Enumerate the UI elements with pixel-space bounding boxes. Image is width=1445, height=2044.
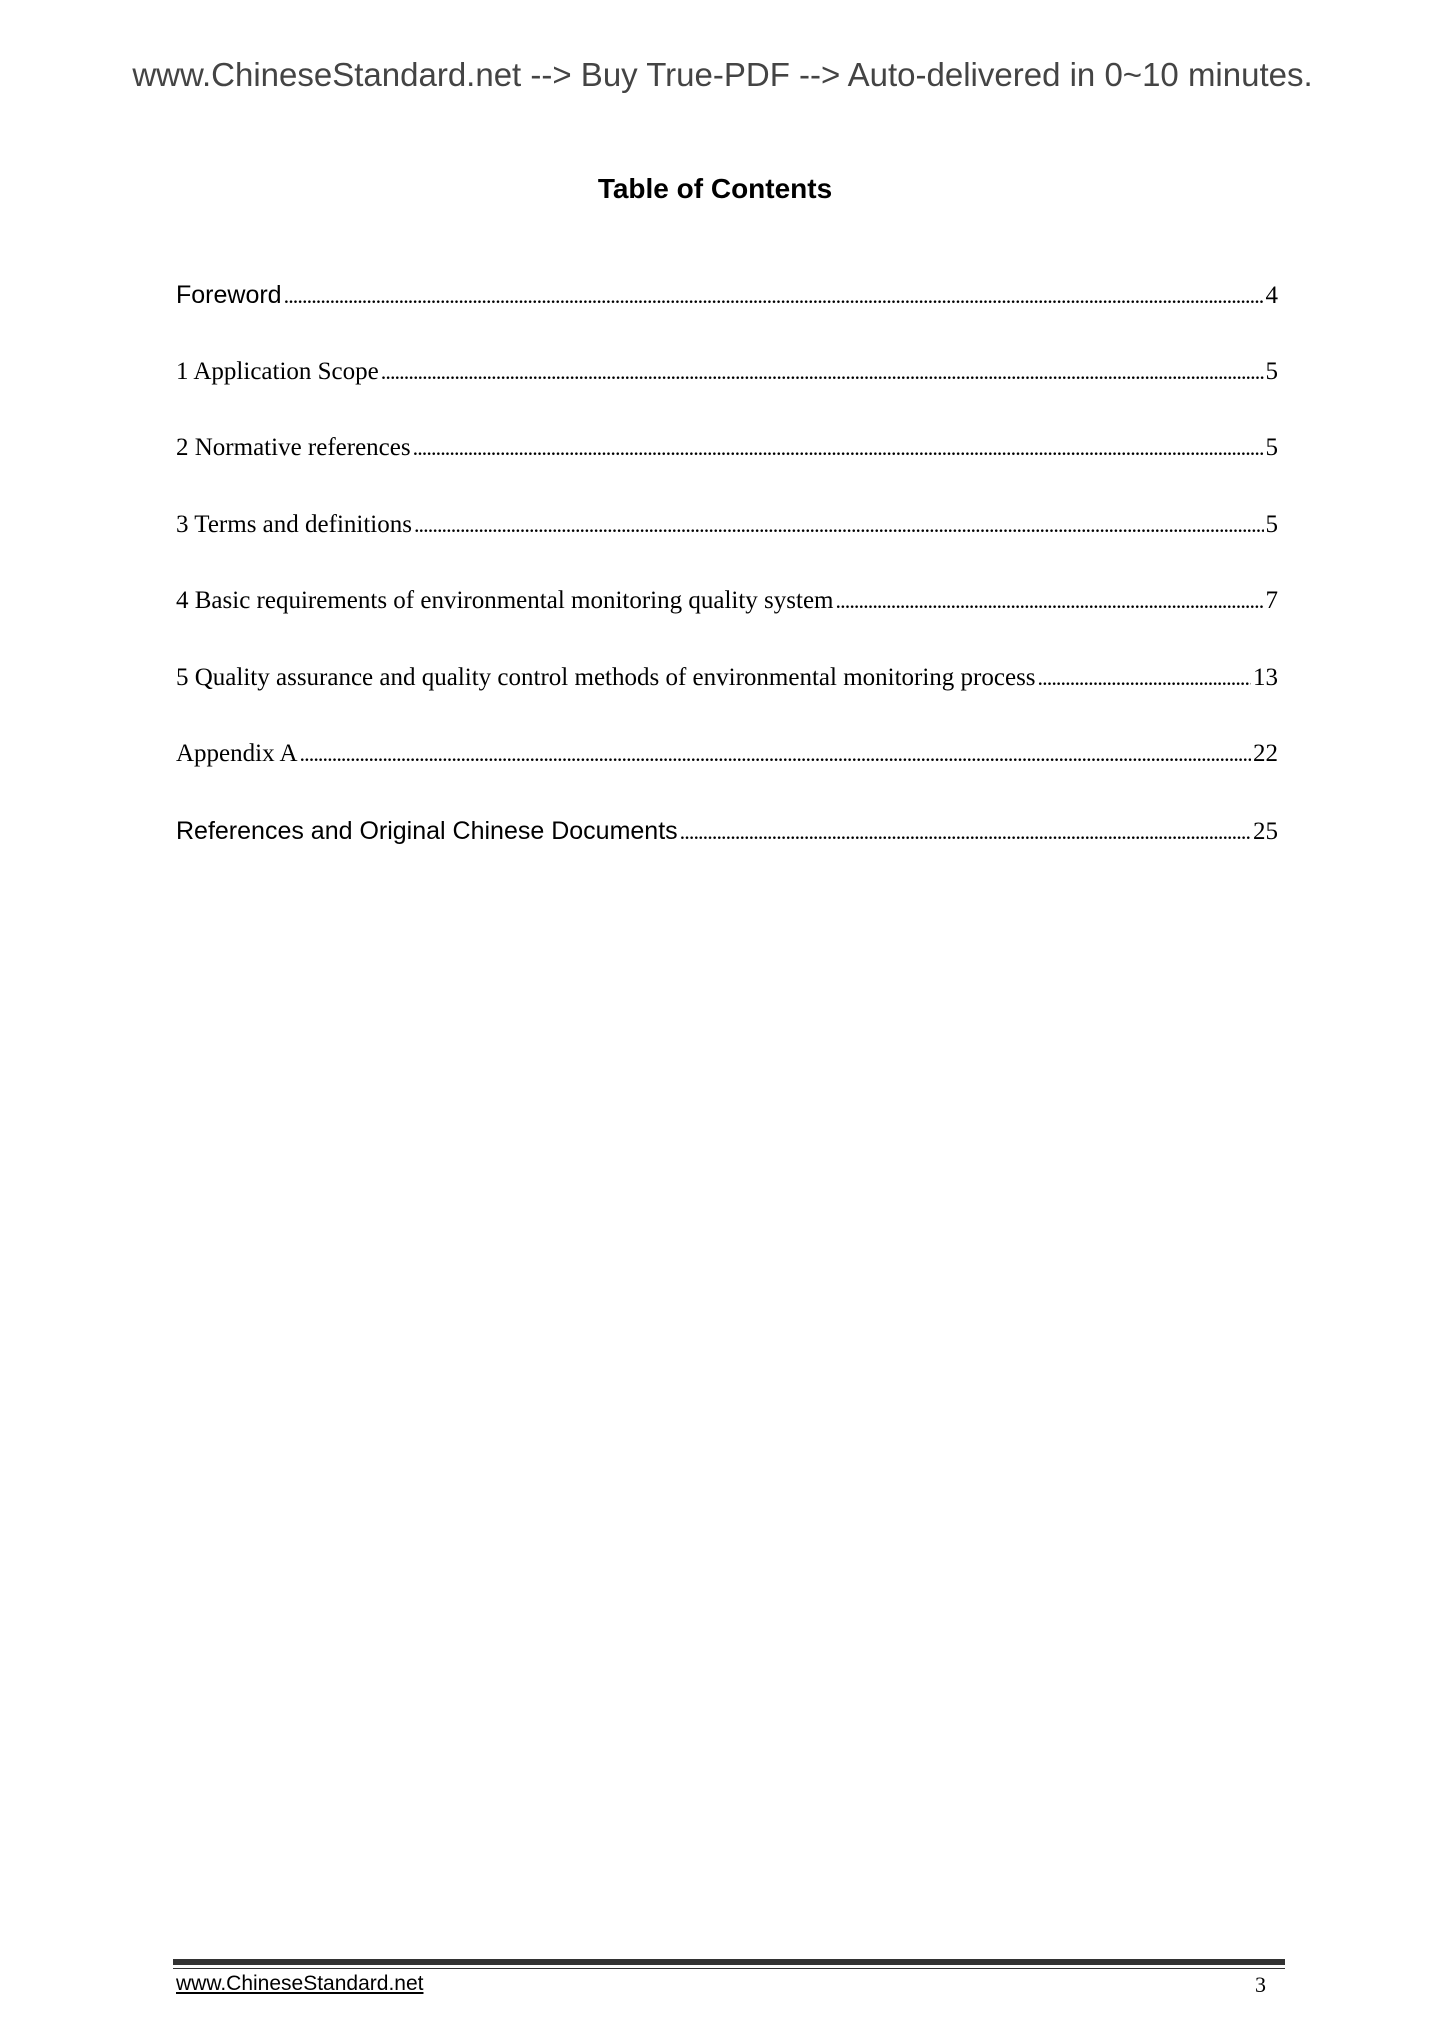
dot-leader (414, 500, 1264, 550)
toc-entry-page: 4 (1265, 282, 1278, 309)
toc-entry-label: Appendix A (176, 740, 298, 767)
footer-divider-thin (173, 1968, 1285, 1969)
toc-entry-page: 7 (1265, 587, 1278, 614)
toc-entry-page: 5 (1265, 510, 1278, 538)
toc-entry-appendix-a[interactable] (176, 729, 1278, 806)
footer-site-link[interactable]: www.ChineseStandard.net (176, 1972, 424, 1995)
toc-entry-basic-requirements[interactable] (176, 576, 1278, 653)
toc-entry-page: 25 (1253, 817, 1278, 845)
toc-entry-page: 13 (1253, 663, 1278, 691)
dot-leader (680, 807, 1251, 857)
toc-entry-page: 5 (1265, 434, 1278, 461)
dot-leader (300, 729, 1251, 779)
dot-leader (836, 576, 1264, 626)
toc-entry-page: 5 (1265, 357, 1278, 385)
dot-leader (1038, 653, 1251, 703)
toc-entry-label: 2 Normative references (176, 434, 411, 461)
toc-entry-label: 3 Terms and definitions (176, 510, 412, 538)
footer-page-number: 3 (1255, 1972, 1266, 1997)
toc-entry-label: References and Original Chinese Documents (176, 816, 678, 845)
toc-entry-references[interactable] (176, 806, 1278, 883)
table-of-contents (176, 270, 1278, 882)
dot-leader (413, 423, 1264, 473)
toc-entry-label: 4 Basic requirements of environmental monitoring quality system (176, 587, 834, 614)
toc-entry-application-scope[interactable] (176, 347, 1278, 424)
toc-entry-terms-definitions[interactable] (176, 500, 1278, 577)
toc-entry-label: 1 Application Scope (176, 357, 379, 385)
toc-entry-label: 5 Quality assurance and quality control methods of environmental monitoring process (176, 663, 1036, 691)
toc-entry-quality-assurance[interactable] (176, 653, 1278, 730)
toc-entry-normative-references[interactable] (176, 423, 1278, 500)
dot-leader (284, 271, 1264, 321)
toc-title: Table of Contents (597, 173, 833, 204)
site-banner[interactable]: www.ChineseStandard.net --> Buy True-PDF --> Auto-delivered in 0~10 minutes. (132, 56, 1313, 93)
toc-entry-page: 22 (1253, 740, 1278, 767)
toc-entry-foreword[interactable] (176, 270, 1278, 347)
dot-leader (381, 347, 1264, 397)
toc-entry-label: Foreword (176, 281, 282, 309)
footer-divider-thick (173, 1959, 1285, 1965)
